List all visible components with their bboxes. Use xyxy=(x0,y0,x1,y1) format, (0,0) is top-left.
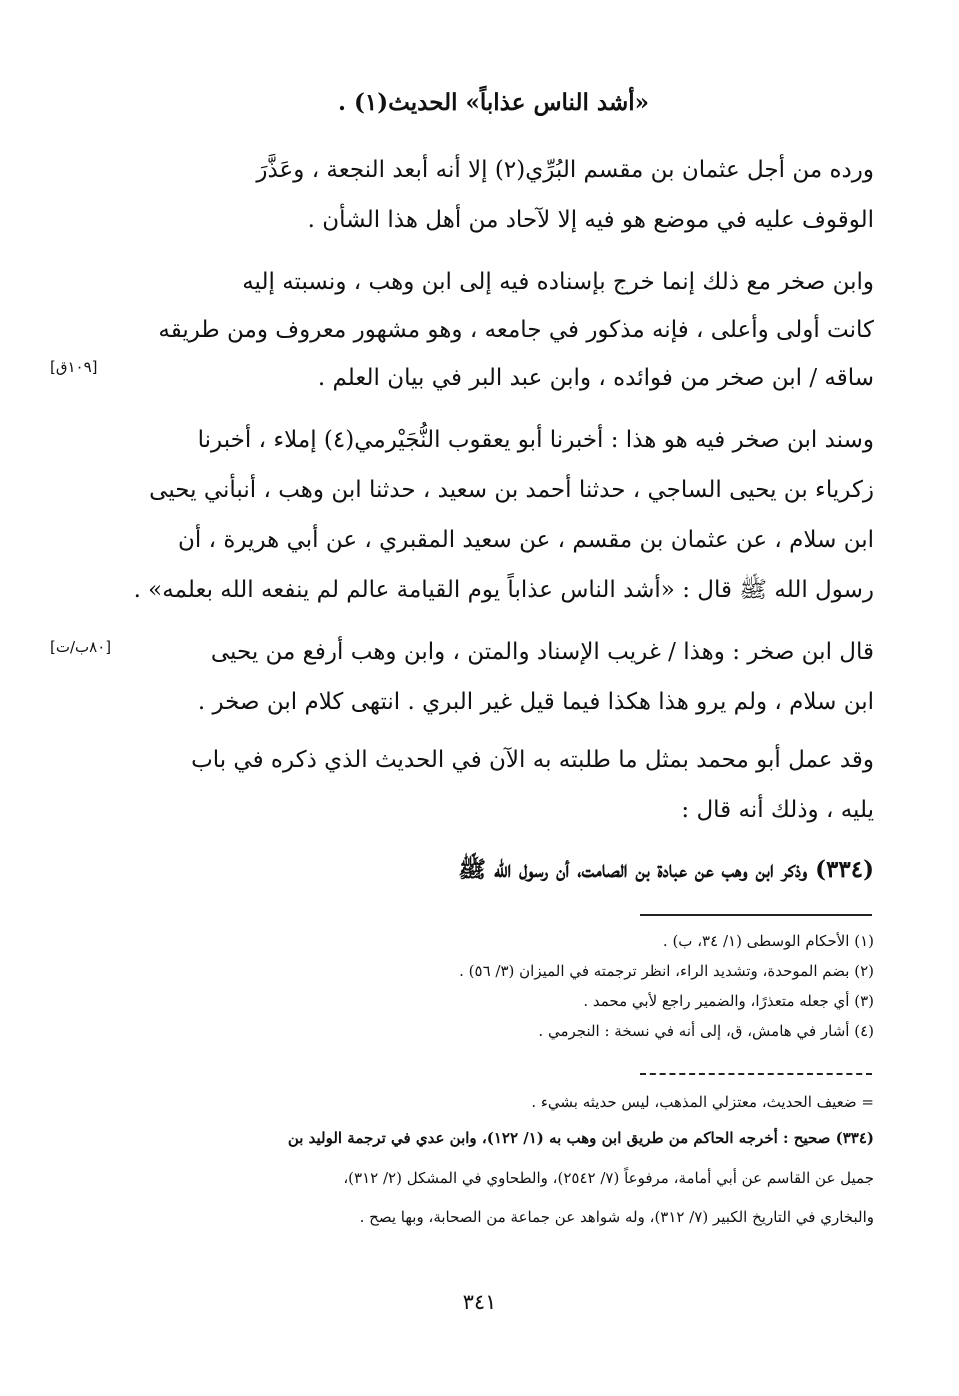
line-2: ورده من أجل عثمان بن مقسم البُرِّي(٢) إلا أنه أبعد النجعة ، وعَذَّرَ xyxy=(256,157,874,183)
line-10: رسول الله ﷺ قال : «أشد الناس عذاباً يوم القيامة عالم لم ينفعه الله بعلمه» . xyxy=(133,577,874,603)
line-7: وسند ابن صخر فيه هو هذا : أخبرنا أبو يعقوب النُّجَيْرمي(٤) إملاء ، أخبرنا xyxy=(197,427,874,453)
margin-note-1: [١٠٩ق] xyxy=(50,358,98,376)
line-1: «أشد الناس عذاباً» الحديث(١) . xyxy=(338,89,649,116)
footnote-1: (١) الأحكام الوسطى (١/ ٣٤، ب) . xyxy=(662,932,874,950)
line-6: ساقه / ابن صخر من فوائده ، وابن عبد البر في بيان العلم . xyxy=(317,365,874,391)
line-5: كانت أولى وأعلى ، فإنه مذكور في جامعه ، وهو مشهور معروف ومن طريقه xyxy=(158,317,874,343)
margin-note-2: [٨٠ب/ت] xyxy=(50,638,112,656)
line-14: يليه ، وذلك أنه قال : xyxy=(681,797,874,823)
commentary-separator xyxy=(640,1073,872,1075)
page-number: ٣٤١ xyxy=(462,1290,497,1314)
commentary-line-1: = ضعيف الحديث، معتزلي المذهب، ليس حديثه بشيء . xyxy=(531,1093,874,1111)
line-9: ابن سلام ، عن عثمان بن مقسم ، عن سعيد المقبري ، عن أبي هريرة ، أن xyxy=(178,527,874,553)
line-4: وابن صخر مع ذلك إنما خرج بإسناده فيه إلى ابن وهب ، ونسبته إليه xyxy=(242,269,874,295)
commentary-line-3: جميل عن القاسم عن أبي أمامة، مرفوعاً (٧/ ٢٥٤٢)، والطحاوي في المشكل (٢/ ٣١٢)، xyxy=(343,1169,874,1187)
commentary-line-4: والبخاري في التاريخ الكبير (٧/ ٣١٢)، وله شواهد عن جماعة من الصحابة، وبها يصح . xyxy=(359,1208,874,1226)
line-15: (٣٣٤) وذكر ابن وهب عن عبادة بن الصامت، أن رسول الله ﷺ xyxy=(458,856,874,883)
footnote-3: (٣) أي جعله متعذرًا، والضمير راجع لأبي محمد . xyxy=(583,992,874,1010)
line-3: الوقوف عليه في موضع هو فيه إلا لآحاد من أهل هذا الشأن . xyxy=(307,207,874,233)
footnote-4: (٤) أشار في هامش، ق، إلى أنه في نسخة : النجرمي . xyxy=(538,1022,874,1040)
footnote-separator xyxy=(640,914,872,916)
line-12: ابن سلام ، ولم يرو هذا هكذا فيما قيل غير البري . انتهى كلام ابن صخر . xyxy=(197,689,874,715)
line-13: وقد عمل أبو محمد بمثل ما طلبته به الآن في الحديث الذي ذكره في باب xyxy=(191,747,874,773)
commentary-line-2: (٣٣٤) صحيح : أخرجه الحاكم من طريق ابن وهب به (١/ ١٢٢)، وابن عدي في ترجمة الوليد بن xyxy=(287,1129,874,1147)
footnote-2: (٢) بضم الموحدة، وتشديد الراء، انظر ترجمته في الميزان (٣/ ٥٦) . xyxy=(459,962,874,980)
line-8: زكرياء بن يحيى الساجي ، حدثنا أحمد بن سعيد ، حدثنا ابن وهب ، أنبأني يحيى xyxy=(149,477,874,503)
line-11: قال ابن صخر : وهذا / غريب الإسناد والمتن ، وابن وهب أرفع من يحيى xyxy=(210,639,874,665)
